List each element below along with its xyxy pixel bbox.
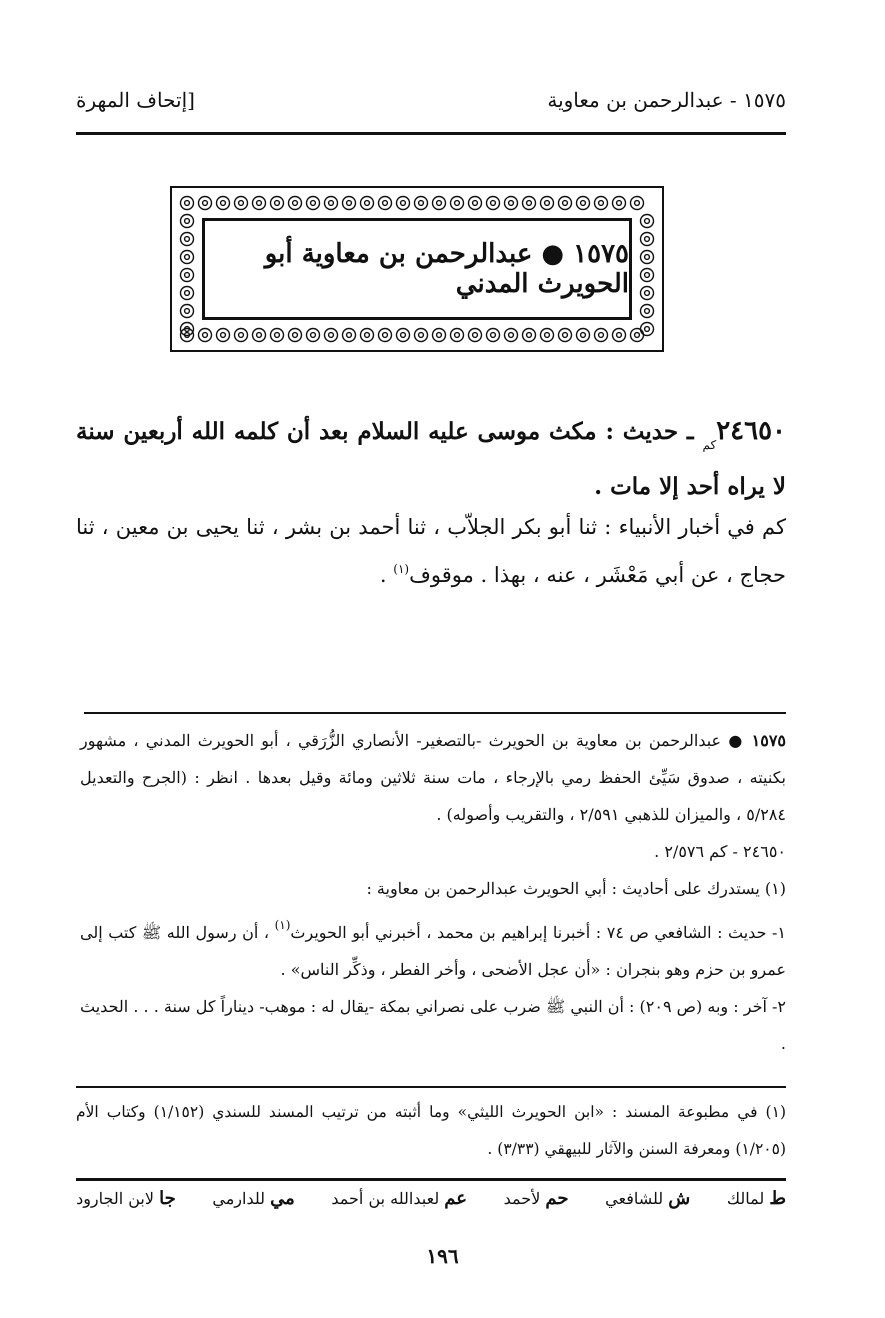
abbr-item: مي للدارمي xyxy=(212,1188,295,1209)
entry-title: ١٥٧٥ ● عبدالرحمن بن معاوية أبو الحويرث المدني xyxy=(202,218,632,320)
hadith-text: ـ حديث : مكث موسى عليه السلام بعد أن كلمه الله أربعين سنة لا يراه أحد إلا مات . xyxy=(76,418,786,500)
hadith-heading xyxy=(76,410,786,508)
header-rule xyxy=(76,132,786,135)
source-mark: كم xyxy=(702,438,717,452)
footnote-ref: (١) xyxy=(393,562,410,576)
bullet-icon: ● xyxy=(728,731,745,750)
abbr-item: ش للشافعي xyxy=(605,1188,691,1209)
istidrak-intro: (١) يستدرك على أحاديث : أبي الحويرث عبدالرحمن بن معاوية : xyxy=(366,879,786,898)
running-title: ١٥٧٥ - عبدالرحمن بن معاوية xyxy=(547,88,786,112)
ornamental-title-frame xyxy=(170,186,664,352)
page-number: ١٩٦ xyxy=(426,1244,459,1268)
hadith-number: ٢٤٦٥٠ xyxy=(716,416,787,446)
istidrak-item-2: ٢- آخر : وبه (ص ٢٠٩) : أن النبي ﷺ ضرب على نصراني بمكة -يقال له : موهب- ديناراً كل سنة . . . الحديث . xyxy=(80,997,787,1053)
reference-line: ٢٤٦٥٠ - كم ٢/٥٧٦ . xyxy=(654,842,786,861)
editor-notes xyxy=(80,722,786,1062)
bio-note xyxy=(80,722,786,833)
chain-end: . xyxy=(379,563,394,587)
abbr-item: عم لعبدالله بن أحمد xyxy=(331,1188,468,1209)
bio-text: عبدالرحمن بن معاوية بن الحويرث -بالتصغير- الأنصاري الزُّرَقي ، أبو الحويرث المدني ، مشهور بكنيته ، صدوق سَيِّئ الحفظ رمي بالإرجاء ، مات سنة ثلاثين ومائة وقيل بعدها . انظر : (الجرح والتعديل ٥/٢٨٤ ، والميزان للذهبي ٢/٥٩١ ، والتقريب وأصوله) . xyxy=(80,731,786,824)
abbr-item: جا لابن الجارود xyxy=(76,1188,176,1209)
abbr-item: حم لأحمد xyxy=(503,1188,569,1209)
chain-text: كم في أخبار الأنبياء : ثنا أبو بكر الجلاّب ، ثنا أحمد بن بشر ، ثنا يحيى بن معين ، ثنا حجاج ، عن أبي مَعْشَر ، عنه ، بهذا . موقوف xyxy=(76,515,786,587)
abbreviations-rule xyxy=(76,1178,786,1181)
footnote-1: (١) في مطبوعة المسند : «ابن الحويرث الليثي» وما أثبته من ترتيب المسند للسندي (١/١٥٢) وكتاب الأم (١/٢٠٥) ومعرفة السنن والآثار للبيهقي (٣/٣٣) . xyxy=(76,1103,786,1158)
abbr-item: ط لمالك xyxy=(726,1188,786,1209)
istidrak-item-1 xyxy=(80,907,786,988)
item1-footnote-ref: (١) xyxy=(274,918,291,932)
item1-text-b: ، أن رسول الله ﷺ كتب إلى عمرو بن حزم وهو بنجران : «أن عجل الأضحى ، وأخر الفطر ، وذكِّر الناس» . xyxy=(80,923,786,979)
bio-number: ١٥٧٥ xyxy=(751,731,787,750)
item1-text-a: ١- حديث : الشافعي ص ٧٤ : أخبرنا إبراهيم بن محمد ، أخبرني أبو الحويرث xyxy=(290,923,787,942)
hadith-chain xyxy=(76,506,786,596)
abbreviations-key xyxy=(76,1188,786,1209)
book-title: [إتحاف المهرة xyxy=(76,88,195,112)
page-header xyxy=(76,82,786,118)
notes-rule xyxy=(84,712,786,714)
footnotes xyxy=(76,1094,786,1168)
footnote-rule xyxy=(76,1086,786,1088)
